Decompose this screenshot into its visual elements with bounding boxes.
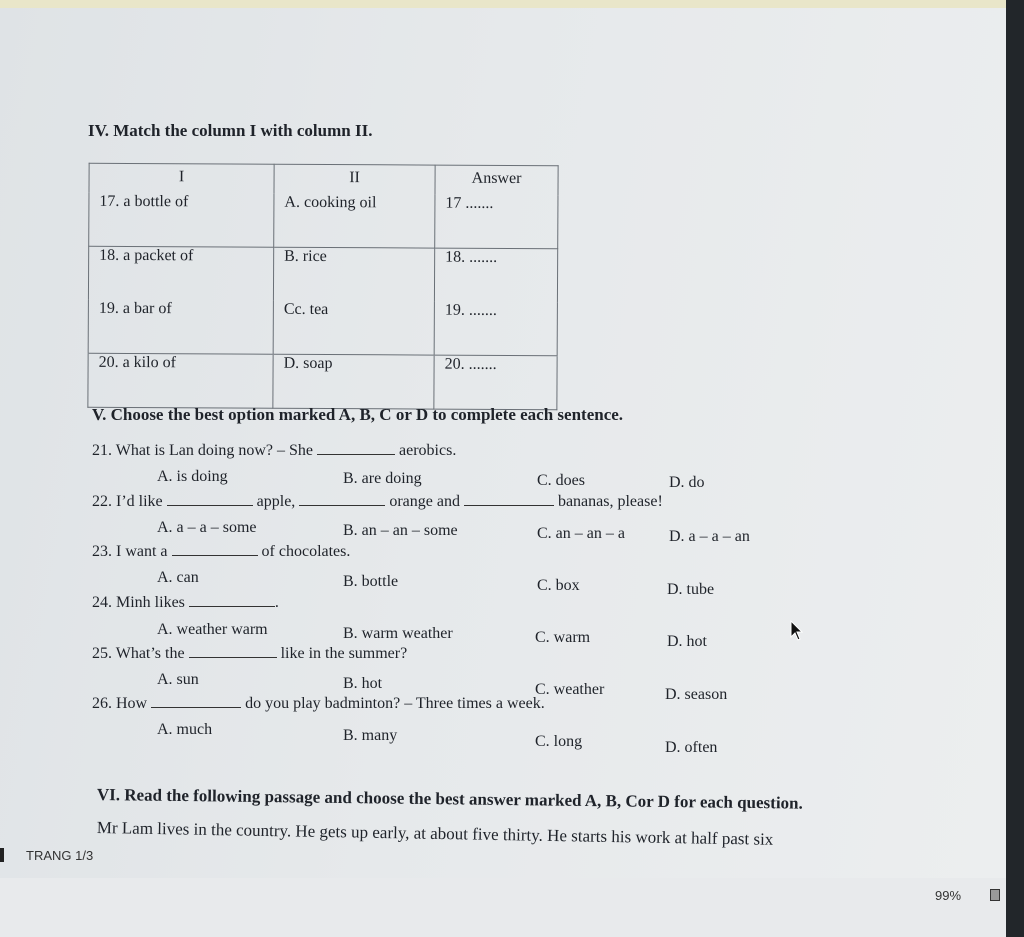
q21-text-a: 21. What is Lan doing now? – She	[92, 442, 314, 459]
q24-option-b: B. warm weather	[343, 625, 453, 642]
q21-option-a: A. is doing	[157, 468, 228, 485]
page-indicator[interactable]: TRANG 1/3	[26, 848, 94, 863]
q21-option-b: B. are doing	[343, 470, 422, 487]
q23-blank	[172, 555, 258, 556]
q25-option-d: D. season	[665, 686, 728, 703]
q25-blank	[189, 657, 277, 658]
q23-option-d: D. tube	[667, 581, 715, 598]
row-answer: 17 .......	[435, 194, 558, 248]
q21-text-b: aerobics.	[399, 442, 457, 459]
q22-blank-2	[299, 505, 385, 506]
header-col-2: II	[274, 164, 435, 194]
q25-text-b: like in the summer?	[280, 645, 408, 662]
q22-blank-1	[167, 505, 253, 506]
q22-option-d: D. a – a – an	[669, 528, 750, 545]
row-item: 17. a bottle of	[89, 192, 274, 247]
q23-option-b: B. bottle	[343, 573, 399, 590]
table-header-row	[89, 163, 558, 195]
question-22	[92, 493, 663, 511]
screen-edge	[1006, 0, 1024, 937]
table-row	[88, 246, 557, 302]
q26-option-a: A. much	[157, 721, 213, 738]
q23-text-a: 23. I want a	[92, 543, 168, 560]
row-match: B. rice	[273, 247, 434, 301]
question-23	[92, 543, 350, 561]
row-item: 19. a bar of	[88, 300, 273, 355]
q22-blank-3	[464, 505, 554, 506]
table-row	[88, 353, 557, 410]
status-bar	[0, 878, 1006, 937]
row-match: D. soap	[273, 354, 434, 409]
q22-option-b: B. an – an – some	[343, 522, 458, 539]
row-item: 18. a packet of	[88, 246, 273, 301]
view-icon[interactable]	[990, 889, 1000, 901]
section-5-title: V. Choose the best option marked A, B, C or D to complete each sentence.	[92, 405, 624, 424]
q22-text-b: apple,	[256, 493, 296, 510]
row-answer: 18. .......	[434, 248, 557, 302]
q23-option-a: A. can	[157, 569, 199, 586]
row-match: A. cooking oil	[274, 193, 435, 247]
question-24	[92, 594, 279, 612]
q26-option-b: B. many	[343, 727, 398, 744]
section-4-title: IV. Match the column I with column II.	[88, 121, 373, 140]
match-table	[87, 163, 558, 410]
q24-option-a: A. weather warm	[157, 621, 268, 638]
q24-blank	[189, 606, 275, 607]
q22-option-c: C. an – an – a	[537, 525, 625, 542]
q22-text-a: 22. I’d like	[92, 493, 163, 510]
header-col-answer: Answer	[435, 165, 558, 195]
row-answer: 20. .......	[434, 355, 557, 410]
q23-option-c: C. box	[537, 577, 580, 594]
section-6-title: VI. Read the following passage and choose the best answer marked A, B, Cor D for each question.	[96, 785, 803, 813]
question-21	[92, 442, 456, 460]
q22-option-a: A. a – a – some	[157, 519, 257, 536]
passage-text: Mr Lam lives in the country. He gets up early, at about five thirty. He starts his work at half past six	[96, 818, 774, 849]
mouse-cursor-icon	[790, 620, 804, 647]
q24-option-c: C. warm	[535, 629, 591, 646]
header-col-1: I	[89, 163, 274, 193]
row-item: 20. a kilo of	[88, 353, 273, 408]
q24-text-a: 24. Minh likes	[92, 594, 185, 611]
q23-text-b: of chocolates.	[261, 543, 351, 560]
q21-option-c: C. does	[537, 472, 585, 489]
q26-text-b: do you play badminton? – Three times a week.	[245, 695, 545, 712]
q25-option-a: A. sun	[157, 671, 199, 688]
q26-blank	[151, 707, 241, 708]
q21-blank	[317, 454, 395, 455]
document-page	[0, 8, 1006, 878]
q22-text-c: orange and	[389, 493, 460, 510]
table-row	[88, 300, 557, 356]
row-match: Cc. tea	[273, 301, 434, 355]
q24-text-b: .	[274, 594, 279, 611]
question-25	[92, 645, 407, 663]
q26-option-d: D. often	[665, 739, 718, 756]
q26-text-a: 26. How	[92, 695, 148, 712]
q25-option-b: B. hot	[343, 675, 383, 692]
top-edge	[0, 0, 1024, 8]
q26-option-c: C. long	[535, 733, 583, 750]
row-answer: 19. .......	[434, 301, 557, 355]
status-marker	[0, 848, 4, 862]
q21-option-d: D. do	[669, 474, 705, 491]
zoom-level[interactable]: 99%	[935, 888, 962, 903]
question-26	[92, 695, 545, 713]
q25-option-c: C. weather	[535, 681, 605, 698]
q22-text-d: bananas, please!	[557, 493, 663, 510]
table-row	[89, 192, 558, 248]
q25-text-a: 25. What’s the	[92, 645, 185, 662]
q24-option-d: D. hot	[667, 633, 707, 650]
